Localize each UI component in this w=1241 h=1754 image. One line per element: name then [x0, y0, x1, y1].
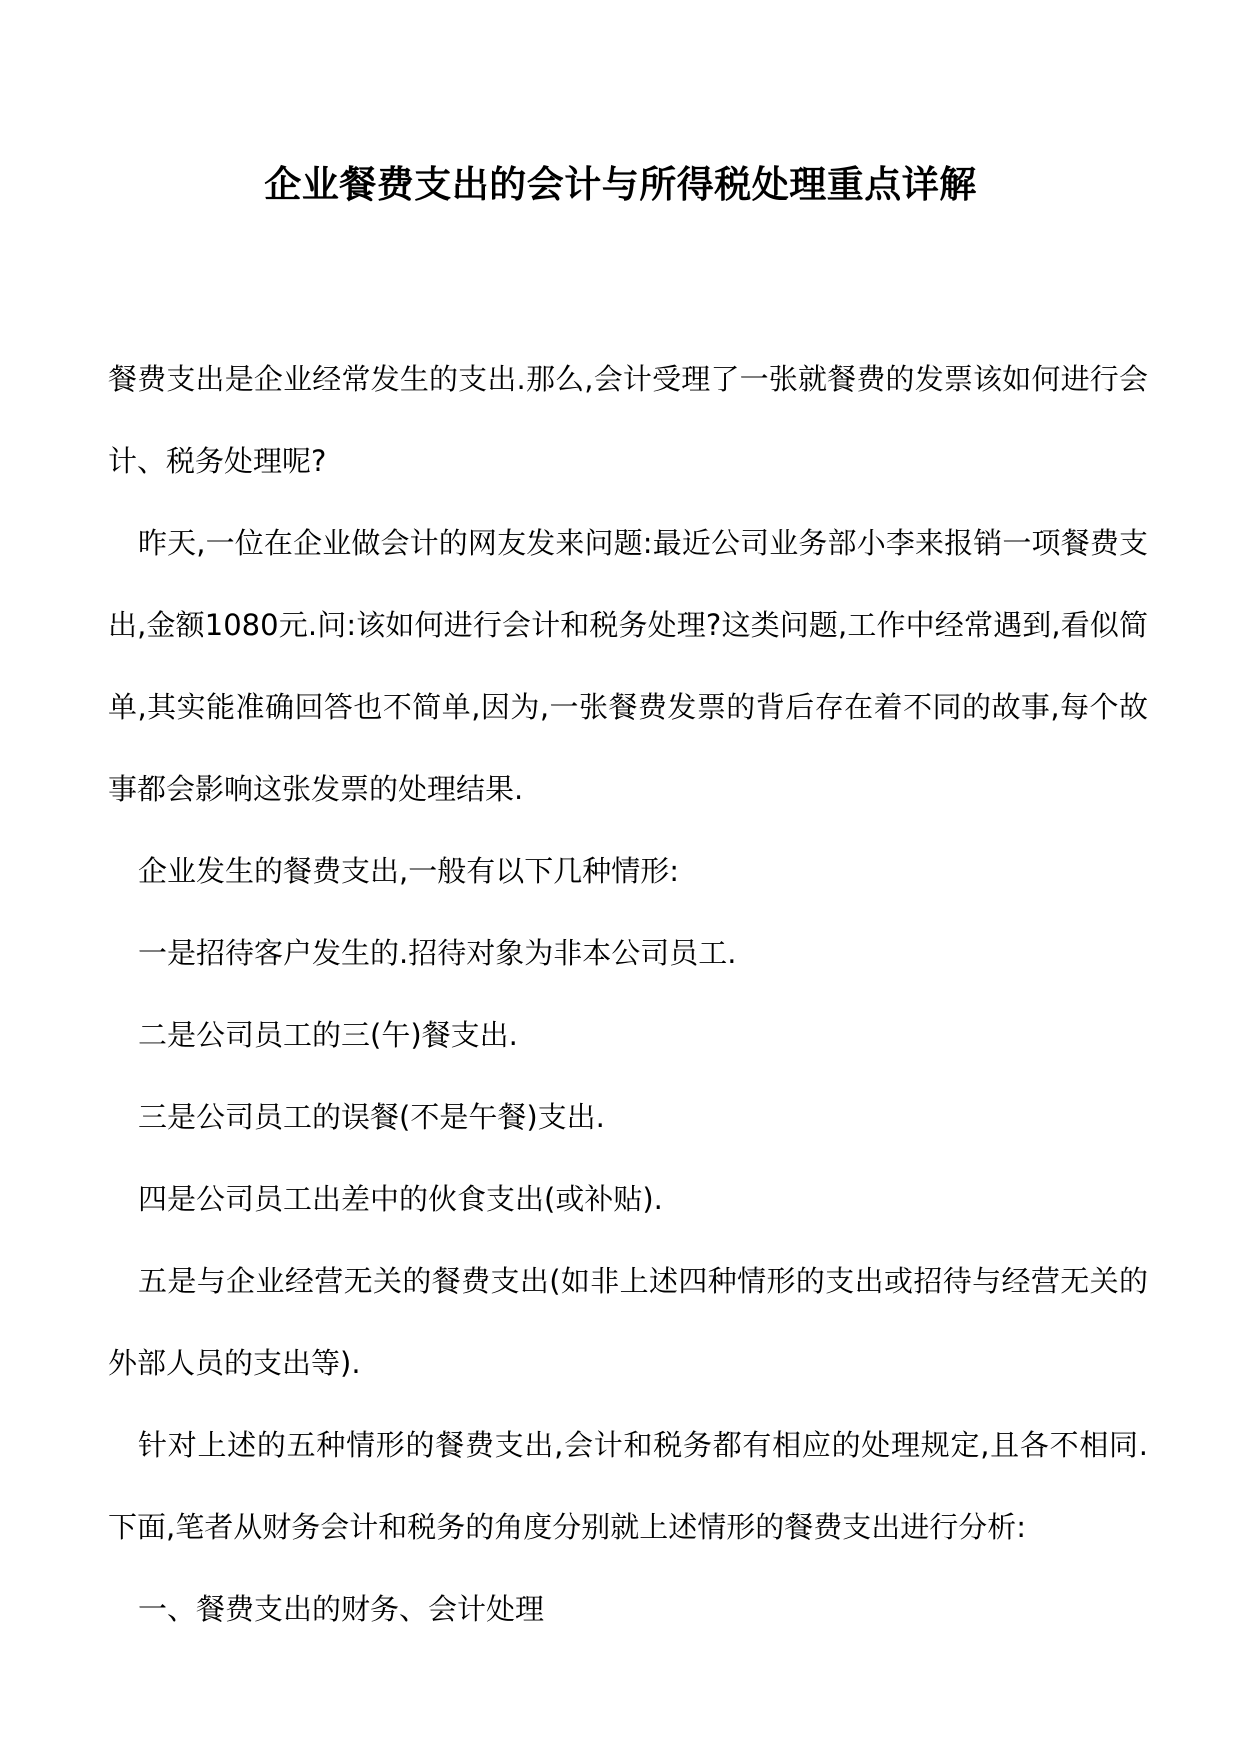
question-paragraph: 昨天,一位在企业做会计的网友发来问题:最近公司业务部小李来报销一项餐费支出,金额1080元.问:该如何进行会计和税务处理?这类问题,工作中经常遇到,看似简单,其实能准确回答也不简单,因为,一张餐费发票的背后存在着不同的故事,每个故事都会影响这张发票的处理结果.	[108, 526, 1148, 806]
section-heading: 一、餐费支出的财务、会计处理	[138, 1592, 545, 1626]
intro-paragraph: 餐费支出是企业经常发生的支出.那么,会计受理了一张就餐费的发票该如何进行会计、税务处理呢?	[108, 362, 1148, 478]
situation-item: 三是公司员工的误餐(不是午餐)支出.	[138, 1100, 605, 1134]
situation-item: 一是招待客户发生的.招待对象为非本公司员工.	[138, 936, 737, 970]
situation-item: 二是公司员工的三(午)餐支出.	[138, 1018, 518, 1052]
document-title: 企业餐费支出的会计与所得税处理重点详解	[264, 162, 977, 206]
situation-item: 五是与企业经营无关的餐费支出(如非上述四种情形的支出或招待与经营无关的外部人员的支出等).	[108, 1264, 1148, 1380]
situation-item: 四是公司员工出差中的伙食支出(或补贴).	[138, 1182, 663, 1216]
analysis-intro-paragraph: 针对上述的五种情形的餐费支出,会计和税务都有相应的处理规定,且各不相同.下面,笔者从财务会计和税务的角度分别就上述情形的餐费支出进行分析:	[108, 1428, 1148, 1544]
situations-intro-paragraph: 企业发生的餐费支出,一般有以下几种情形:	[138, 854, 679, 888]
document-body	[108, 338, 1148, 1650]
